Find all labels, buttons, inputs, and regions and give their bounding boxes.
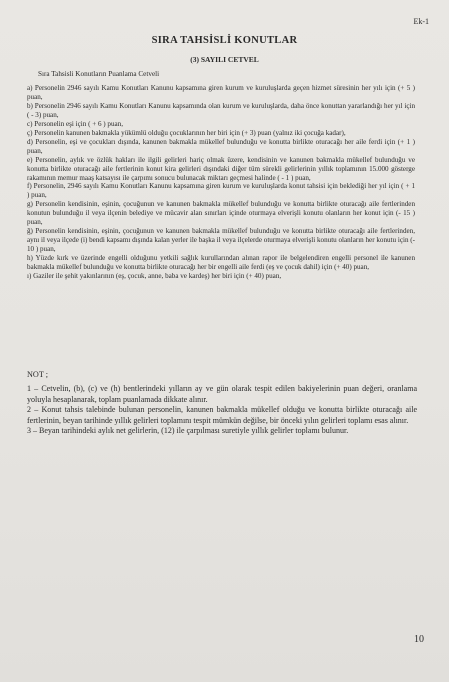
scoring-item: h) Yüzde kırk ve üzerinde engelli olduğunu yetkili sağlık kurullarından alınan rapor ile belgelendiren engelli personel ile kanunen bakmakla mükellef bulunduğu ve konutta birlikte oturacağı her bir engelli aile ferdi (eş ve çocuk dahil) için (+ 40) puan,	[27, 254, 415, 272]
scoring-item: ğ) Personelin kendisinin, eşinin, çocuğunun ve kanunen bakmakla mükellef bulunduğu ve konutta birlikte oturacağı aile fertlerinden, aynı il veya ilçede (i) bendi kapsamı dışında kalan yerler ile başka il veya ilçelerde oturmaya elverişli konutu olanların her konutu için (- 10 ) puan,	[27, 227, 415, 254]
scoring-item: a) Personelin 2946 sayılı Kamu Konutları Kanunu kapsamına giren kurum ve kuruluşlarda geçen hizmet süresinin her yılı için (+ 5 ) puan,	[27, 84, 415, 101]
note-item: 2 – Konut tahsis talebinde bulunan personelin, kanunen bakmakla mükellef olduğu ve konutta birlikte oturacağı aile fertlerinin, beyan tarihinde yıllık gelirleri toplamını tespit mümkün değilse, bir önceki yılın gelirleri toplamı esas alınır.	[27, 405, 417, 425]
scoring-item: g) Personelin kendisinin, eşinin, çocuğunun ve kanunen bakmakla mükellef bulunduğu ve konutta birlikte oturacağı aile fertlerinden konutun bulunduğu il veya ilçenin belediye ve mücavir alan sınırları içinde oturmaya elverişli konutu olanların her konut için (- 15 ) puan,	[27, 200, 415, 227]
note-item: 3 – Beyan tarihindeki aylık net gelirlerin, (12) ile çarpılması suretiyle yıllık gelirler toplamı bulunur.	[27, 426, 349, 436]
note-item: 1 – Cetvelin, (b), (c) ve (h) bentlerindeki yılların ay ve gün olarak tespit edilen bakiyelerinin puan değeri, oranlama yoluyla hesaplanarak, toplam puanlamada dikkate alınır.	[27, 384, 417, 404]
note-heading: NOT ;	[27, 370, 49, 379]
scoring-item: d) Personelin, eşi ve çocukları dışında, kanunen bakmakla mükellef bulunduğu ve konutta birlikte oturacağı her aile ferdi için (+ 1 ) puan,	[27, 137, 415, 155]
annex-label: Ek-1	[413, 17, 429, 26]
page-title: SIRA TAHSİSLİ KONUTLAR	[151, 35, 298, 46]
scoring-item: ı) Gaziler ile şehit yakınlarının (eş, çocuk, anne, baba ve kardeş) her biri için (+ 40) puan,	[27, 272, 282, 281]
intro-line: Sıra Tahsisli Konutların Puanlama Cetveli	[38, 70, 160, 78]
page-number: 10	[414, 634, 424, 645]
scoring-items-list	[27, 84, 415, 281]
scoring-item: e) Personelin, aylık ve özlük hakları ile ilgili gelirleri hariç olmak üzere, kendisinin ve kanunen bakmakla mükellef bulunduğu ve konutta birlikte oturacağı aile fertlerinin konut kira gelirleri dışındaki diğer tüm sürekli gelirlerinin yıllık toplamının 15.000 gösterge rakamının memur maaş katsayısı ile çarpımı sonucu bulunacak miktarı geçmesi halinde ( - 1 ) puan,	[27, 155, 415, 182]
notes-list	[27, 384, 417, 437]
table-subtitle: (3) SAYILI CETVEL	[190, 55, 259, 64]
scoring-item: ç) Personelin kanunen bakmakla yükümlü olduğu çocuklarının her biri için (+ 3) puan (yalnız iki çocuğa kadar),	[27, 128, 346, 137]
scoring-item: f) Personelin, 2946 sayılı Kamu Konutları Kanunu kapsamına giren kurum ve kuruluşlarda konut tahsisi için beklediği her yıl için ( + 1 ) puan,	[27, 182, 415, 200]
scoring-item: b) Personelin 2946 sayılı Kamu Konutları Kanunu kapsamında olan kurum ve kuruluşlarda, daha önce konuttan yararlandığı her yıl için ( - 3) puan,	[27, 101, 415, 119]
scoring-item: c) Personelin eşi için ( + 6 ) puan,	[27, 119, 123, 128]
